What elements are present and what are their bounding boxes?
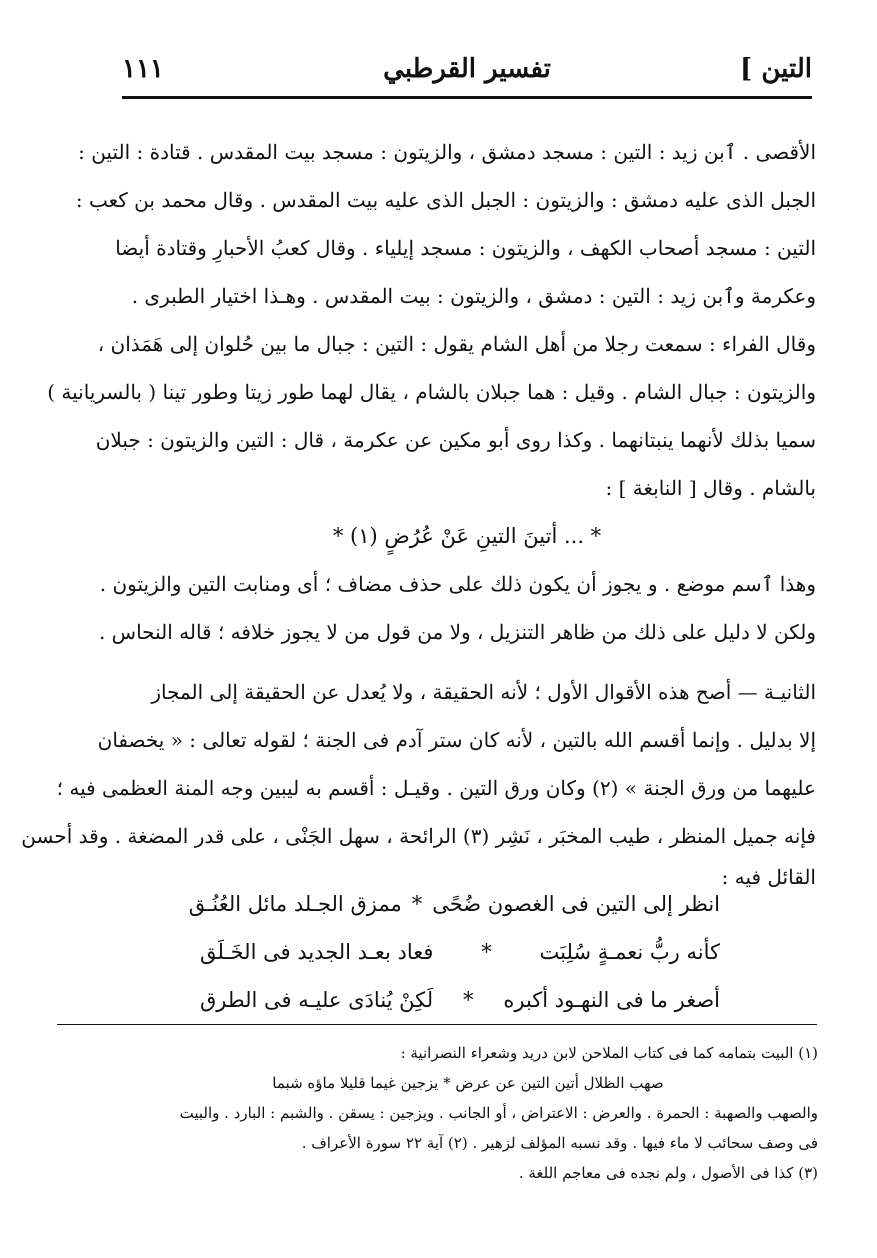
header-rule [122,96,812,99]
text-line: وعكرمة وٱبن زيد : التين : دمشق ، والزيتون : بيت المقدس . وهـذا اختيار الطبرى . [131,284,816,308]
book-title: تفسير القرطبي [383,54,551,84]
page-header [122,50,812,96]
star-separator: * [481,940,492,964]
verse-citation: * ... أتينَ التينِ عَنْ عُرُضٍ (١) * [332,524,602,548]
text-line: التين : مسجد أصحاب الكهف ، والزيتون : مسجد إيلياء . وقال كعبُ الأحبارِ وقتادة أيضا [115,236,816,260]
text-line: سميا بذلك لأنهما ينبتانهما . وكذا روى أبو مكين عن عكرمة ، قال : التين والزيتون : جبلان [95,428,816,452]
text-line: والزيتون : جبال الشام . وقيل : هما جبلان بالشام ، يقال لهما طور زيتا وطور تينا ( بالسريانية ) [47,380,816,404]
footnotes [118,1038,818,1188]
footnote-line: (١) البيت بتمامه كما فى كتاب الملاحن لابن دريد وشعراء النصرانية : [400,1044,818,1062]
text-line: ولكن لا دليل على ذلك من ظاهر التنزيل ، ولا من قول من لا يجوز خلافه ؛ قاله النحاس . [98,620,816,644]
poem-hemistich-left: فعاد بعـد الجديد فى الخَـلَق [200,940,434,964]
poem-line [200,976,720,1024]
poem-hemistich-right: كأنه ربُّ نعمـةٍ سُلِبَت [539,940,720,964]
star-separator: * [411,892,423,916]
text-line: وهذا ٱسم موضع . و يجوز أن يكون ذلك على حذف مضاف ؛ أى ومنابت التين والزيتون . [99,572,816,596]
main-text [21,128,816,894]
page-number: ١١١ [122,54,164,84]
footnote-rule [57,1024,817,1025]
poem-hemistich-right: انظر إلى التين فى الغصون ضُحًى [432,892,720,916]
section-title: التين ] [740,54,812,84]
star-separator: * [463,988,474,1012]
footnote-verse: صهب الظلال أتين التين عن عرض * يزجين غيما قليلا ماؤه شبما [272,1074,664,1092]
text-line: إلا بدليل . وإنما أقسم الله بالتين ، لأنه كان ستر آدم فى الجنة ؛ لقوله تعالى : « يخصفان [97,728,816,752]
poem-line [200,928,720,976]
footnote-line: والصهب والصهبة : الحمرة . والعرض : الاعتراض ، أو الجانب . ويزجين : يسقن . والشبم : البارد . والبيت [179,1104,818,1122]
text-line: القائل فيه : [721,865,816,889]
poem-line [188,880,720,928]
poem-hemistich-left: لَكِنْ يُنادَى عليـه فى الطرق [200,988,434,1012]
poem-hemistich-right: أصغر ما فى النهـود أكبره [503,988,720,1012]
text-line: وقال الفراء : سمعت رجلا من أهل الشام يقول : التين : جبال ما بين حُلوان إلى هَمَذان ، [97,332,816,356]
poem [188,880,720,1024]
text-line: بالشام . وقال [ النابغة ] : [605,476,816,500]
text-line: الثانيـة — أصح هذه الأقوال الأول ؛ لأنه الحقيقة ، ولا يُعدل عن الحقيقة إلى المجاز [151,680,816,704]
poem-hemistich-left: ممزق الجـلد مائل العُنُـق [188,892,402,916]
text-line: الأقصى . ٱبن زيد : التين : مسجد دمشق ، والزيتون : مسجد بيت المقدس . قتادة : التين : [78,140,816,164]
text-line: فإنه جميل المنظر ، طيب المخبَر ، نَشِر (٣) الرائحة ، سهل الجَنْى ، على قدر المضغة . وقد أحسن [21,824,816,848]
text-line: عليهما من ورق الجنة » (٢) وكان ورق التين . وقيـل : أقسم به ليبين وجه المنة العظمى فيه ؛ [56,776,816,800]
text-line: الجبل الذى عليه دمشق : والزيتون : الجبل الذى عليه بيت المقدس . وقال محمد بن كعب : [75,188,816,212]
footnote-line: (٣) كذا فى الأصول ، ولم نجده فى معاجم اللغة . [518,1164,818,1182]
footnote-line: فى وصف سحائب لا ماء فيها . وقد نسبه المؤلف لزهير . (٢) آية ٢٢ سورة الأعراف . [301,1134,818,1152]
